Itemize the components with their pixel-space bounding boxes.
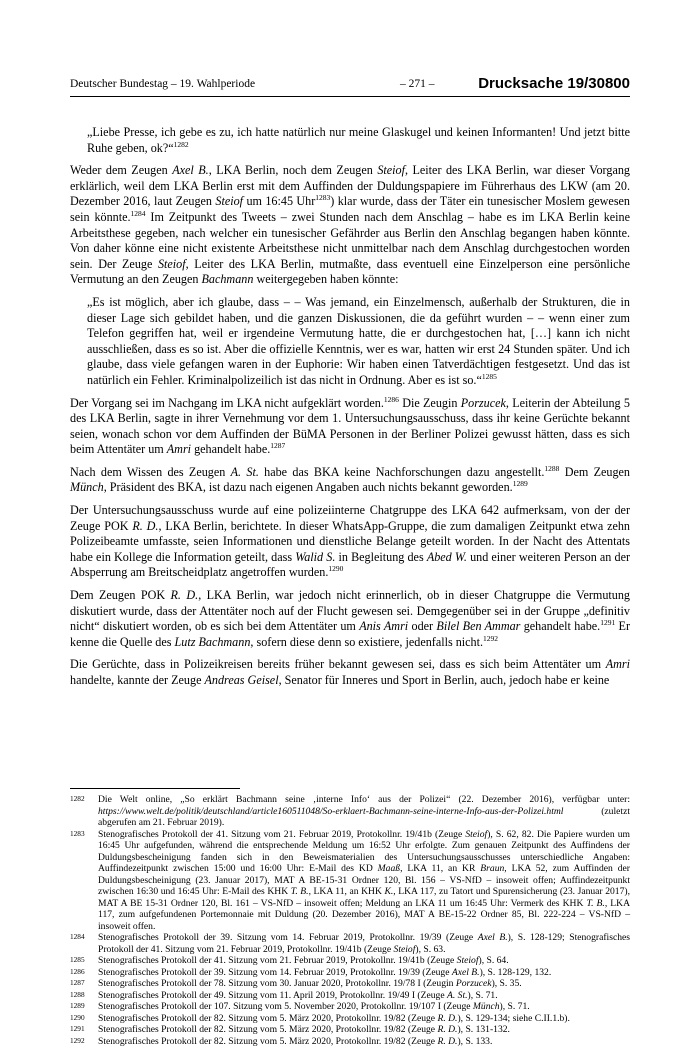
footnote-number: 1291 [70,1024,98,1036]
page-number: – 271 – [400,78,435,90]
footnote [70,1024,630,1036]
footnote-ref: 1286 [384,395,399,404]
footnote-text: Stenografisches Protokoll der 82. Sitzung vom 5. März 2020, Protokollnr. 19/82 (Zeuge R. D.), S. 133. [98,1036,630,1047]
paragraph: Der Vorgang sei im Nachgang im LKA nicht aufgeklärt worden.$^{1286}$ Die Zeugin Porzucek, Leiterin der Abteilung 5 des LKA Berlin, sagte in ihrer Vernehmung vor dem 1. Untersuchungsausschuss, dass ihr keine Gerüchte bekannt seien, wonach schon vor dem Auffinden der BüMA Personen in der Berliner Polizei gewusst hätten, dass es sich beim Attentäter um Amri gehandelt habe.$^{1287}$ [70,396,630,458]
footnote-divider [70,788,240,789]
footnote [70,1013,630,1025]
paragraph: Dem Zeugen POK R. D., LKA Berlin, war jedoch nicht erinnerlich, ob in dieser Chatgruppe die Vermutung diskutiert wurde, dass der Attentäter noch auf der Flucht gewesen sei. Demgegenüber sei in der Gruppe „definitiv nicht“ diskutiert worden, ob es sich bei dem Attentäter um Anis Amri oder Bilel Ben Ammar gehandelt habe.$^{1291}$ Er kenne die Quelle des Lutz Bachmann, sofern diese denn so existiere, jedenfalls nicht.$^{1292}$ [70,588,630,650]
footnote [70,794,630,829]
header-publication: Deutscher Bundestag – 19. Wahlperiode [70,78,255,90]
paragraph: Die Gerüchte, dass in Polizeikreisen bereits früher bekannt gewesen sei, dass es sich beim Attentäter um Amri handelte, kannte der Zeuge Andreas Geisel, Senator für Inneres und Sport in Berlin, auch, jedoch habe er keine [70,657,630,688]
footnote [70,955,630,967]
footnote-number: 1284 [70,932,98,955]
document-label: Drucksache 19/ [478,75,588,92]
footnote-number: 1282 [70,794,98,829]
footnote-ref: 1288 [544,464,559,473]
footnote-number: 1285 [70,955,98,967]
footnote-number: 1289 [70,1001,98,1013]
paragraph: Nach dem Wissen des Zeugen A. St. habe das BKA keine Nachforschungen dazu angestellt.$^{1288}$ Dem Zeugen Münch, Präsident des BKA, ist dazu nach eigenen Angaben auch nichts bekannt geworden.$^{1289}$ [70,465,630,496]
footnote-text: Stenografisches Protokoll der 39. Sitzung vom 14. Februar 2019, Protokollnr. 19/39 (Zeuge Axel B.), S. 128-129, 132. [98,967,630,979]
footnote [70,932,630,955]
footnote-ref: 1289 [513,479,528,488]
quote-tweet: „Liebe Presse, ich gebe es zu, ich hatte natürlich nur meine Glaskugel und keinen Informanten! Und jetzt bitte Ruhe geben, ok?“$^{1282}$ [87,125,630,156]
footnote-text: Die Welt online, „So erklärt Bachmann seine ‚interne Info‘ aus der Polizei“ (22. Dezember 2016), verfügbar unter: https://www.welt.de/politik/deutschland/article160511048/So-erklaert-Bachmann-seine-interne-Info-aus-der-Polizei.html (zuletzt abgerufen am 21. Februar 2019). [98,794,630,829]
footnote [70,1001,630,1013]
footnote-text: Stenografisches Protokoll der 41. Sitzung vom 21. Februar 2019, Protokollnr. 19/41b (Zeuge Steiof), S. 64. [98,955,630,967]
footnote-text: Stenografisches Protokoll der 49. Sitzung vom 11. April 2019, Protokollnr. 19/49 I (Zeuge A. St.), S. 71. [98,990,630,1002]
footnote-text: Stenografisches Protokoll der 41. Sitzung vom 21. Februar 2019, Protokollnr. 19/41b (Zeuge Steiof), S. 62, 82. Die Papiere wurden um 16:45 Uhr aufgefunden, während die entsprechende Meldung um 16:52 Uhr erfolgte. Zum genauen Zeitpunkt des Auffindens der Duldungsbescheinigung fanden sich in den Beweismaterialien des Untersuchungsausschusses unterschiedliche Angaben: Auffindezeitpunkt zwischen 15:00 und 16:00 Uhr: E-Mail des KD Maaß, LKA 11, an KR Braun, LKA 52, zum Auffinden der Duldungsbescheinigung (23. Januar 2017), MAT A BE-15-31 Ordner 120, Bl. 156 – VS-NfD – insoweit offen; Auffindezeitpunkt zwischen 16:30 und 16:45 Uhr: E-Mail des KHK T. B., LKA 11, an KHK K., LKA 117, zu Tatort und Spurensicherung (23. Januar 2017), MAT A BE 15-31 Ordner 120, Bl. 161 – VS-NfD – insoweit offen; Meldung an LKA 11 um 16:45 Uhr: Vermerk des KHK T. B., LKA 117, zum aufgefundenen Portemonnaie mit Duldung (20. Dezember 2016), MAT A BE-15-22 Ordner 85, Bl. 222-224 – VS-NfD – insoweit offen. [98,829,630,933]
paragraph: Weder dem Zeugen Axel B., LKA Berlin, noch dem Zeugen Steiof, Leiter des LKA Berlin, war dieser Vorgang erklärlich, weil dem LKA Berlin erst mit dem Auffinden der Duldungspapiere im Führerhaus des LKW (am 20. Dezember 2016, laut Zeugen Steiof um 16:45 Uhr$^{1283}$) klar wurde, dass der Täter ein tunesischer Moslem gewesen sein könnte.$^{1284}$ Im Zeitpunkt des Tweets – zwei Stunden nach dem Anschlag – habe es im LKA Berlin keine Arbeitsthese gegeben, nach welcher ein tunesischer Gefährder aus Berlin den Anschlag begangen haben könnte. Von daher könne eine nicht existente Arbeitsthese nicht unmittelbar nach dem Anschlag durchgestochen worden sein. Der Zeuge Steiof, Leiter des LKA Berlin, mutmaßte, dass eventuell eine Einzelperson eine persönliche Vermutung an den Zeugen Bachmann weitergegeben haben könnte: [70,163,630,288]
footnote-ref: 1285 [482,372,497,381]
footnote [70,990,630,1002]
footnote-text: Stenografisches Protokoll der 82. Sitzung vom 5. März 2020, Protokollnr. 19/82 (Zeuge R. D.), S. 131-132. [98,1024,630,1036]
footnote-number: 1292 [70,1036,98,1047]
footnote-ref: 1282 [174,140,189,149]
footnote-ref: 1291 [600,618,615,627]
footnote-number: 1283 [70,829,98,933]
footnote-ref: 1284 [131,209,146,218]
footnote [70,978,630,990]
footnote-ref: 1287 [270,441,285,450]
footnote-ref: 1290 [328,564,343,573]
footnote [70,967,630,979]
quote-testimony: „Es ist möglich, aber ich glaube, dass – – Was jemand, ein Einzelmensch, außerhalb der Strukturen, die in dieser Lage sich gebildet haben, und die ganzen Diskussionen, die da geführt wurden – – wenn einer zum Telefon gegriffen hat, weil er irgendeine Vermutung hatte, die er durchgestochen hat, […] kann ich nicht ausschließen, dass es so ist. Aber die offizielle Kenntnis, wer es war, hatten wir erst 24 Stunden später. Und ich glaube, dass viele gefangen waren in der Euphorie: Wir haben einen Tatverdächtigen festgesetzt. Und das ist natürlich ein Fehler. Kriminalpolizeilich ist das nicht in Ordnung. Aber es ist so.“$^{1285}$ [87,295,630,389]
footnotes [70,794,630,1047]
footnote-number: 1286 [70,967,98,979]
footnote-text: Stenografisches Protokoll der 39. Sitzung vom 14. Februar 2019, Protokollnr. 19/39 (Zeuge Axel B.), S. 128-129; Stenografisches Protokoll der 41. Sitzung vom 21. Februar 2019, Protokollnr. 19/41b (Zeuge Steiof), S. 63. [98,932,630,955]
footnote-text: Stenografisches Protokoll der 107. Sitzung vom 5. November 2020, Protokollnr. 19/107 I (Zeuge Münch), S. 71. [98,1001,630,1013]
footnote [70,829,630,933]
footnote-text: Stenografisches Protokoll der 82. Sitzung vom 5. März 2020, Protokollnr. 19/82 (Zeuge R. D.), S. 129-134; siehe C.II.1.b). [98,1013,630,1025]
footnote-text: Stenografisches Protokoll der 78. Sitzung vom 30. Januar 2020, Protokollnr. 19/78 I (Zeugin Porzucek), S. 35. [98,978,630,990]
footnote-number: 1287 [70,978,98,990]
footnote-number: 1290 [70,1013,98,1025]
page-header [70,78,630,94]
document-id: 30800 [588,75,630,92]
footnote [70,1036,630,1047]
document-number [478,75,630,92]
footnote-number: 1288 [70,990,98,1002]
footnote-ref: 1283 [315,193,330,202]
footnote-ref: 1292 [483,634,498,643]
header-divider [70,96,630,97]
paragraph: Der Untersuchungsausschuss wurde auf eine polizeiinterne Chatgruppe des LKA 642 aufmerksam, von der der Zeuge POK R. D., LKA Berlin, berichtete. In dieser WhatsApp-Gruppe, die zum damaligen Zeitpunkt etwa zehn Polizeibeamte umfasste, seien Informationen und dienstliche Belange geteilt worden. In der Nacht des Attentats habe ein Kollege die Information geteilt, dass Walid S. in Begleitung des Abed W. und einer weiteren Person an der Absperrung am Breitscheidplatz angetroffen wurden.$^{1290}$ [70,503,630,581]
main-text [70,125,630,696]
